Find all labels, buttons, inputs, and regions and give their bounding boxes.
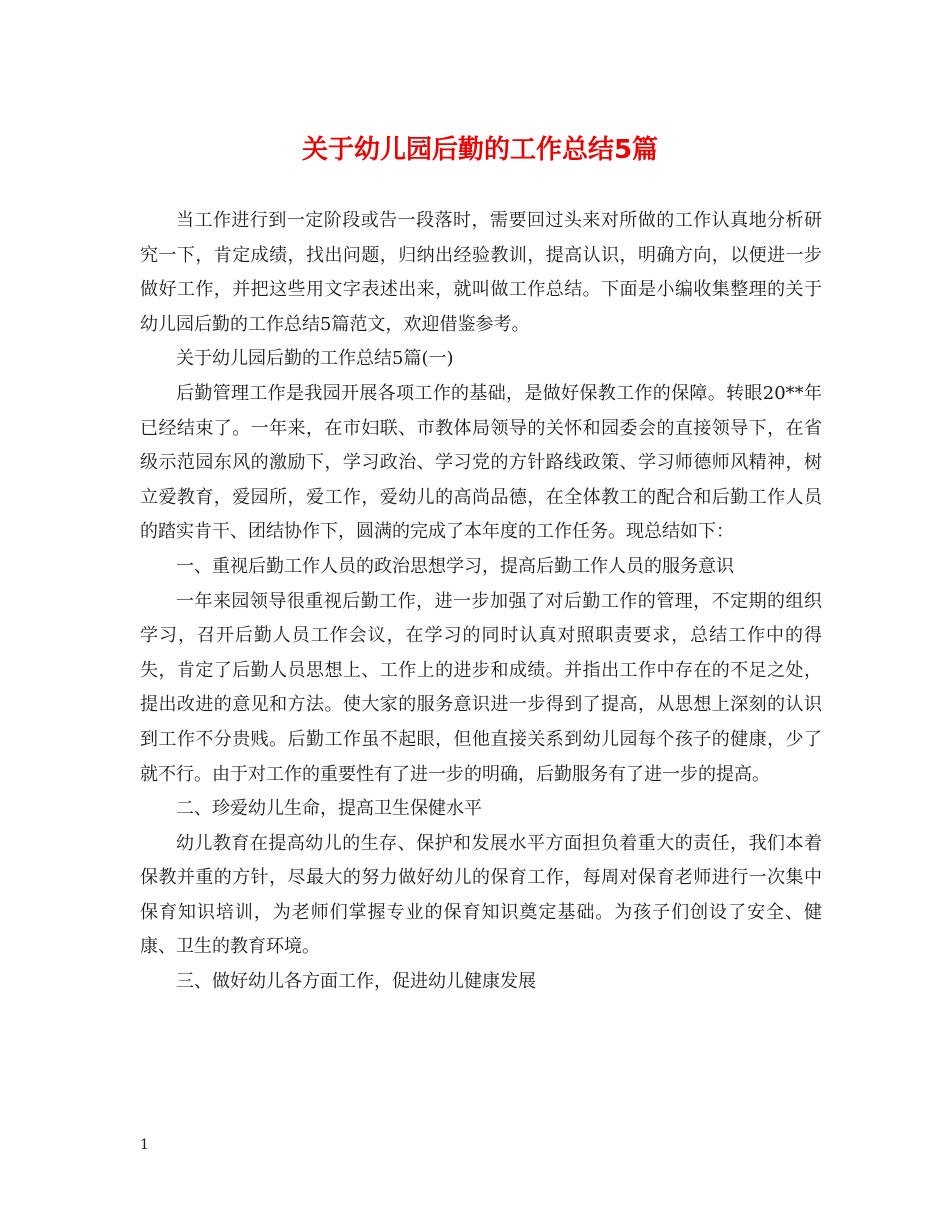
intro-paragraph: 当工作进行到一定阶段或告一段落时，需要回过头来对所做的工作认真地分析研究一下，肯定成绩，找出问题，归纳出经验教训，提高认识，明确方向，以便进一步做好工作，并把这些用文字表述出来，就叫做工作总结。下面是小编收集整理的关于幼儿园后勤的工作总结5篇范文，欢迎借鉴参考。: [140, 210, 822, 335]
body-paragraph: 后勤管理工作是我园开展各项工作的基础，是做好保教工作的保障。转眼20**年已经结束了。一年来，在市妇联、市教体局领导的关怀和园委会的直接领导下，在省级示范园东风的激励下，学习政治、学习党的方针路线政策、学习师德师风精神，树立爱教育，爱园所，爱工作，爱幼儿的高尚品德，在全体教工的配合和后勤工作人员的踏实肯干、团结协作下，圆满的完成了本年度的工作任务。现总结如下：: [140, 382, 822, 543]
section-title-one: 关于幼儿园后勤的工作总结5篇(一): [176, 348, 454, 370]
page-number: 1: [140, 1137, 149, 1153]
document-body: [140, 204, 822, 1000]
body-paragraph: 幼儿教育在提高幼儿的生存、保护和发展水平方面担负着重大的责任，我们本着保教并重的方针，尽最大的努力做好幼儿的保育工作，每周对保育老师进行一次集中保育知识培训，为老师们掌握专业的保育知识奠定基础。为孩子们创设了安全、健康、卫生的教育环境。: [140, 832, 822, 958]
body-paragraph: 一年来园领导很重视后勤工作，进一步加强了对后勤工作的管理，不定期的组织学习，召开后勤人员工作会议，在学习的同时认真对照职责要求，总结工作中的得失，肯定了后勤人员思想上、工作上的进步和成绩。并指出工作中存在的不足之处，提出改进的意见和方法。使大家的服务意识进一步得到了提高，从思想上深刻的认识到工作不分贵贱。后勤工作虽不起眼，但他直接关系到幼儿园每个孩子的健康，少了就不行。由于对工作的重要性有了进一步的明确，后勤服务有了进一步的提高。: [140, 590, 822, 785]
section-heading-2: 二、珍爱幼儿生命，提高卫生保健水平: [176, 798, 482, 820]
section-heading-1: 一、重视后勤工作人员的政治思想学习，提高后勤工作人员的服务意识: [176, 555, 734, 577]
section-heading-3: 三、做好幼儿各方面工作，促进幼儿健康发展: [176, 971, 536, 993]
document-title: 关于幼儿园后勤的工作总结5篇: [301, 135, 659, 165]
